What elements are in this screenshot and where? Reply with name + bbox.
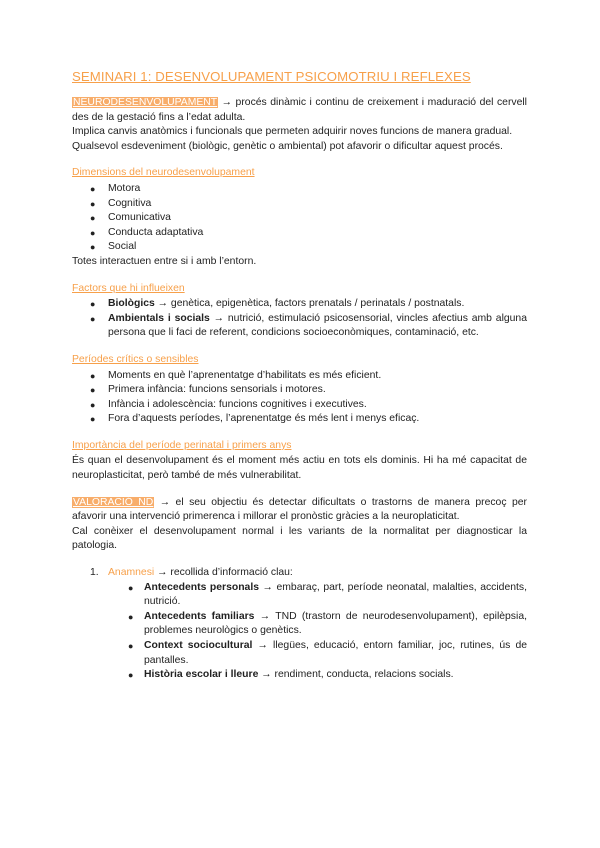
critical-heading: Períodes crítics o sensibles: [72, 353, 199, 365]
page-title: SEMINARI 1: DESENVOLUPAMENT PSICOMOTRIU I REFLEXES: [72, 69, 471, 84]
valoracio-line-2: Cal conèixer el desenvolupament normal i les variants de la normalitat per diagnosticar la patologia.: [72, 525, 527, 552]
bullet-icon: ●: [128, 582, 134, 593]
list-item: ● Social: [72, 240, 527, 255]
anamnesi-label: Anamnesi: [108, 567, 155, 579]
perinatal-heading: Importància del període perinatal i primers anys: [72, 439, 292, 451]
bullet-icon: ●: [128, 641, 134, 651]
bullet-icon: ●: [90, 414, 96, 425]
dimensions-list: [72, 182, 527, 255]
list-item: ● Història escolar i lleure → rendiment, conducta, relacions socials.: [72, 668, 527, 683]
bullet-icon: ●: [128, 670, 134, 681]
list-item: ● Infància i adolescència: funcions cognitives i executives.: [72, 398, 527, 413]
list-item: ● Moments en què l’aprenentatge d’habilitats es més eficient.: [72, 369, 527, 384]
list-item: ● Conducta adaptativa: [72, 226, 527, 241]
list-item: ● Antecedents personals → embaraç, part, període neonatal, malalties, accidents, nutrició.: [128, 581, 527, 608]
intro-line-2: Implica canvis anatòmics i funcionals que permeten adquirir noves funcions de manera gradual.: [72, 126, 513, 138]
dimensions-heading: Dimensions del neurodesenvolupament: [72, 167, 255, 179]
list-item: ● Primera infància: funcions sensorials i motores.: [72, 383, 527, 398]
anamnesi-list: [72, 581, 527, 683]
list-item: ● Ambientals i socials → nutrició, estimulació psicosensorial, vincles afectius amb alguna persona que li faci de referent, condicions socioeconòmiques, contaminació, etc.: [90, 312, 527, 339]
highlight-term-neurodesenvolupament: NEURODESENVOLUPAMENT: [73, 97, 218, 108]
bullet-icon: ●: [90, 299, 96, 310]
bullet-icon: ●: [90, 399, 96, 410]
list-item: ● Motora: [72, 182, 527, 197]
bullet-icon: ●: [90, 213, 96, 224]
bullet-icon: ●: [90, 227, 96, 238]
intro-definition: → procés dinàmic i continu de creixement i maduració del cervell des de la gestació fins a l’edat adulta.: [72, 97, 527, 123]
factors-heading: Factors que hi influeixen: [72, 282, 185, 294]
dimensions-note: Totes interactuen entre si i amb l’entorn.: [72, 255, 257, 267]
list-item: ● Antecedents familiars → TND (trastorn de neurodesenvolupament), epilèpsia, problemes neurològics o genètics.: [128, 610, 527, 637]
bullet-icon: ●: [90, 198, 96, 209]
valoracio-steps: [72, 566, 527, 581]
list-item: ● Biològics → genètica, epigenètica, factors prenatals / perinatals / postnatals.: [72, 297, 527, 312]
intro-line-3: Qualsevol esdeveniment (biològic, genètic o ambiental) pot afavorir o dificultar aquest procés.: [72, 140, 503, 152]
bullet-icon: ●: [128, 611, 134, 622]
list-item: ● Cognitiva: [72, 197, 527, 212]
factors-list: [72, 297, 527, 341]
step-number: 1.: [90, 567, 99, 579]
list-item: ● Context sociocultural → llegües, educació, entorn familiar, joc, rutines, ús de pantalles.: [128, 640, 527, 666]
perinatal-text: És quan el desenvolupament és el moment més actiu en tots els dominis. Hi ha mé capacitat de neuroplasticitat, però també de més vulnerabilitat.: [72, 455, 527, 482]
bullet-icon: ●: [90, 385, 96, 396]
list-item: ● Comunicativa: [72, 211, 527, 226]
highlight-term-valoracio: VALORACIÓ ND: [73, 496, 154, 508]
bullet-icon: ●: [90, 242, 96, 253]
document-page: [72, 68, 527, 683]
step-anamnesi: 1. Anamnesi → recollida d’informació clau:: [72, 566, 527, 581]
bullet-icon: ●: [90, 370, 96, 381]
valoracio-paragraph: [72, 496, 527, 525]
critical-list: [72, 369, 527, 427]
intro-paragraph: [72, 96, 527, 125]
list-item: ● Fora d’aquests períodes, l’aprenentatge és més lent i menys eficaç.: [72, 412, 527, 427]
bullet-icon: ●: [90, 183, 96, 194]
valoracio-definition: → el seu objectiu és detectar dificultats o trastorns de manera precoç per afavorir una intervenció primerenca i millorar el pronòstic gràcies a la neuroplaticitat.: [72, 496, 527, 523]
bullet-icon: ●: [90, 313, 96, 324]
